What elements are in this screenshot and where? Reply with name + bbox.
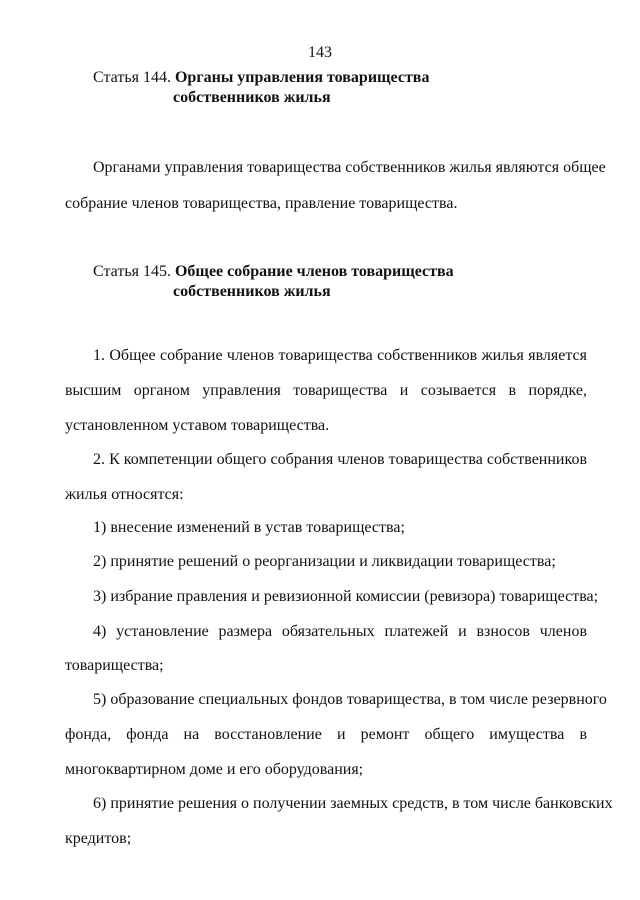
paragraph-1 — [65, 346, 587, 436]
list-item-line: 4) установление размера обязательных платежей и взносов членов — [93, 623, 587, 640]
list-item-line: товарищества; — [65, 657, 164, 674]
list-item-line: кредитов; — [65, 830, 132, 847]
list-item-line: 3) избрание правления и ревизионной комиссии (ревизора) товарищества; — [93, 588, 599, 605]
list-item-6 — [65, 794, 613, 849]
article-145-title-line2: собственников жилья — [173, 283, 331, 300]
paragraph-line: высшим органом управления товарищества и созывается в порядке, — [65, 382, 587, 399]
paragraph-2 — [65, 450, 587, 505]
list-item-line: фонда, фонда на восстановление и ремонт общего имущества в — [65, 726, 587, 743]
page-number: 143 — [308, 44, 332, 61]
list-item-line: 1) внесение изменений в устав товарищества; — [93, 519, 405, 536]
article-144-title-line2: собственников жилья — [173, 89, 331, 106]
article-144-heading — [93, 68, 429, 108]
body-line: Органами управления товарищества собственников жилья являются общее — [93, 159, 606, 176]
list-item-line: 6) принятие решения о получении заемных средств, в том числе банковских — [93, 795, 613, 812]
paragraph-line: установленном уставом товарищества. — [65, 417, 330, 434]
paragraph-line: жилья относятся: — [65, 486, 184, 503]
article-144-prefix: Статья 144. — [93, 69, 171, 86]
body-line: собрание членов товарищества, правление товарищества. — [65, 195, 458, 212]
paragraph-line: 1. Общее собрание членов товарищества собственников жилья является — [93, 347, 587, 364]
article-145-title-line1: Общее собрание членов товарищества — [174, 263, 454, 280]
list-item-3 — [65, 587, 599, 607]
list-item-1 — [65, 518, 587, 538]
article-144-body — [65, 158, 606, 218]
paragraph-line: 2. К компетенции общего собрания членов товарищества собственников — [93, 451, 587, 468]
article-144-title-line1: Органы управления товарищества — [174, 69, 430, 86]
article-145-prefix: Статья 145. — [93, 263, 171, 280]
article-145-heading — [93, 262, 454, 302]
list-item-line: многоквартирном доме и его оборудования; — [65, 761, 364, 778]
list-item-line: 5) образование специальных фондов товарищества, в том числе резервного — [93, 691, 607, 708]
list-item-5 — [65, 690, 607, 780]
list-item-2 — [65, 552, 587, 572]
list-item-line: 2) принятие решений о реорганизации и ликвидации товарищества; — [93, 553, 556, 570]
list-item-4 — [65, 622, 587, 677]
